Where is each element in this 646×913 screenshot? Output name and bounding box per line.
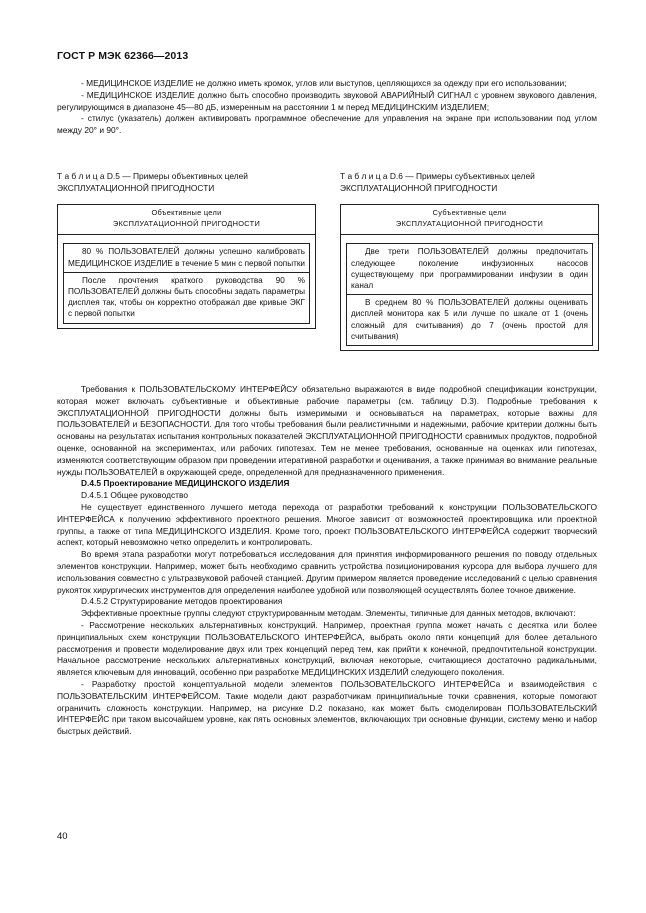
subsection-heading: D.4.5.2 Структурирование методов проектирования xyxy=(81,596,283,607)
paragraph: Не существует единственного лучшего метода перехода от разработки требований к конструкции ПОЛЬЗОВАТЕЛЬСКОГО ИНТЕРФЕЙСА к получению эффективного проектного решения. Многое зависит от возможностей проектировщика или проектной группы, а также от типа МЕДИЦИНСКОГО ИЗДЕЛИЯ. Кроме того, проект ПОЛЬЗОВАТЕЛЬСКОГО ИНТЕРФЕЙСА содержит творческий аспект, который невозможно четко определить и контролировать. xyxy=(57,501,597,548)
table-header xyxy=(341,205,598,235)
section-heading: D.4.5 Проектирование МЕДИЦИНСКОГО ИЗДЕЛИЯ xyxy=(81,478,290,489)
subsection-heading: D.4.5.1 Общее руководство xyxy=(81,490,188,501)
table-caption-subtitle: ЭКСПЛУАТАЦИОННОЙ ПРИГОДНОСТИ xyxy=(340,182,498,193)
table-row: После прочтения краткого руководства 90 % ПОЛЬЗОВАТЕЛЕЙ должны быть способны задать параметры дисплея так, чтобы он корректно отображал две кривые ЭКГ с первой попытки xyxy=(64,272,309,323)
table-caption-subtitle: ЭКСПЛУАТАЦИОННОЙ ПРИГОДНОСТИ xyxy=(57,182,215,193)
page-number: 40 xyxy=(57,831,68,842)
table-header-line: ЭКСПЛУАТАЦИОННОЙ ПРИГОДНОСТИ xyxy=(112,219,261,229)
table-row: В среднем 80 % ПОЛЬЗОВАТЕЛЕЙ должны оценивать дисплей монитора как 5 или лучше по шкале от 1 (очень сложный для считывания) до 7 (очень простой для считывания) xyxy=(347,294,592,345)
main-text xyxy=(57,384,597,738)
paragraph: - стилус (указатель) должен активировать программное обеспечение для управления на экране при использовании под углом между 20° и 90°. xyxy=(57,113,597,136)
table-d6-caption xyxy=(340,171,600,194)
paragraph: - МЕДИЦИНСКОЕ ИЗДЕЛИЕ должно быть способно производить звуковой АВАРИЙНЫЙ СИГНАЛ с уровнем звукового давления, регулирующимся в диапазоне 45—80 дБ, измеренным на расстоянии 1 м перед МЕДИЦИНСКИМ ИЗДЕЛИЕМ; xyxy=(57,89,597,112)
paragraph: - Разработку простой концептуальной модели элементов ПОЛЬЗОВАТЕЛЬСКОГО ИНТЕРФЕЙСа и взаимодействия с ПОЛЬЗОВАТЕЛЬСКИМ ИНТЕРФЕЙСОМ. Такие модели дают разработчикам принципиальные точки сравнения, которые помогают ограничить сложность конструкции. Например, на рисунке D.2 показано, как может быть смоделирован ПОЛЬЗОВАТЕЛЬСКИЙ ИНТЕРФЕЙС при таком высочайшем уровне, как пять основных элементов, включающих три основные функции, систему меню и набор быстрых действий. xyxy=(57,678,597,737)
table-body xyxy=(341,235,598,350)
paragraph: Требования к ПОЛЬЗОВАТЕЛЬСКОМУ ИНТЕРФЕЙСУ обязательно выражаются в виде подробной спецификации конструкции, которая может включать субъективные и объективные рабочие параметры (см. таблицу D.3). Подробные требования к ЭКСПЛУАТАЦИОННОЙ ПРИГОДНОСТИ должны быть измеримыми и основываться на параметрах, которые важны для ПОЛЬЗОВАТЕЛЕЙ и БЕЗОПАСНОСТИ. Для того чтобы требования были реалистичными и надежными, рабочие критерии должны быть основаны на результатах испытания контрольных показателей ЭКСПЛУАТАЦИОННОЙ ПРИГОДНОСТИ сравнимых продуктов, подробной оценке, основанной на экспериментах, или рабочих гипотезах. Тем не менее требования, основанные на оценках или гипотезах, изменяются соответствующим образом при проведении итеративной разработки и оценивания, а также принимая во внимание реальные нужды ПОЛЬЗОВАТЕЛЕЙ в окружающей среде, определенной для предназначенного применения. xyxy=(57,384,597,477)
table-header-line: ЭКСПЛУАТАЦИОННОЙ ПРИГОДНОСТИ xyxy=(395,219,544,229)
table-body xyxy=(58,235,315,327)
table-d5 xyxy=(57,204,316,329)
table-caption-title: Т а б л и ц а D.6 — Примеры субъективных целей xyxy=(340,171,535,181)
paragraph: - МЕДИЦИНСКОЕ ИЗДЕЛИЕ не должно иметь кромок, углов или выступов, цепляющихся за одежду при его использовании; xyxy=(81,78,567,88)
table-header xyxy=(58,205,315,235)
intro-text xyxy=(57,78,597,137)
table-d5-caption xyxy=(57,171,317,194)
table-caption-title: Т а б л и ц а D.5 — Примеры объективных целей xyxy=(57,171,248,181)
paragraph: Эффективные проектные группы следуют структурированным методам. Элементы, типичные для данных методов, включают: xyxy=(81,608,576,619)
document-header: ГОСТ Р МЭК 62366—2013 xyxy=(57,50,189,62)
table-d6 xyxy=(340,204,599,351)
table-row: Две трети ПОЛЬЗОВАТЕЛЕЙ должны предпочитать следующее поколение инфузионных насосов существующему при программировании инфузии в один канал xyxy=(351,247,588,291)
table-header-line: Объективные цели xyxy=(151,208,222,217)
table-row: 80 % ПОЛЬЗОВАТЕЛЕЙ должны успешно калибровать МЕДИЦИНСКОЕ ИЗДЕЛИЕ в течение 5 мин с первой попытки xyxy=(68,247,306,268)
table-header-line: Субъективные цели xyxy=(432,208,507,217)
paragraph: - Рассмотрение нескольких альтернативных конструкций. Например, проектная группа может начать с десятка или более принципиальных схем конструкции ПОЛЬЗОВАТЕЛЬСКОГО ИНТЕРФЕЙСА, выбрать около пяти концепций для более детального рассмотрения и провести моделирование двух или трех концепций перед тем, как прийти к конечной, предпочтительной конструкции. Начальное рассмотрение нескольких альтернативных конструкций, включая некоторые, считающиеся достаточно радикальными, является ключевым для инноваций, особенно при разработке МЕДИЦИНСКИХ ИЗДЕЛИЙ следующего поколения. xyxy=(57,619,597,678)
paragraph: Во время этапа разработки могут потребоваться исследования для принятия информированного решения по поводу отдельных элементов конструкции. Например, может быть необходимо сравнить устройства позиционирования курсора для выбора лучшего для использования совместно с ультразвуковой рабочей станцией. Другим примером является проведение исследований с целью сравнения рукояток хирургических инструментов для определения наиболее удобной или позволяющей осуществлять более точное движение. xyxy=(57,549,597,595)
